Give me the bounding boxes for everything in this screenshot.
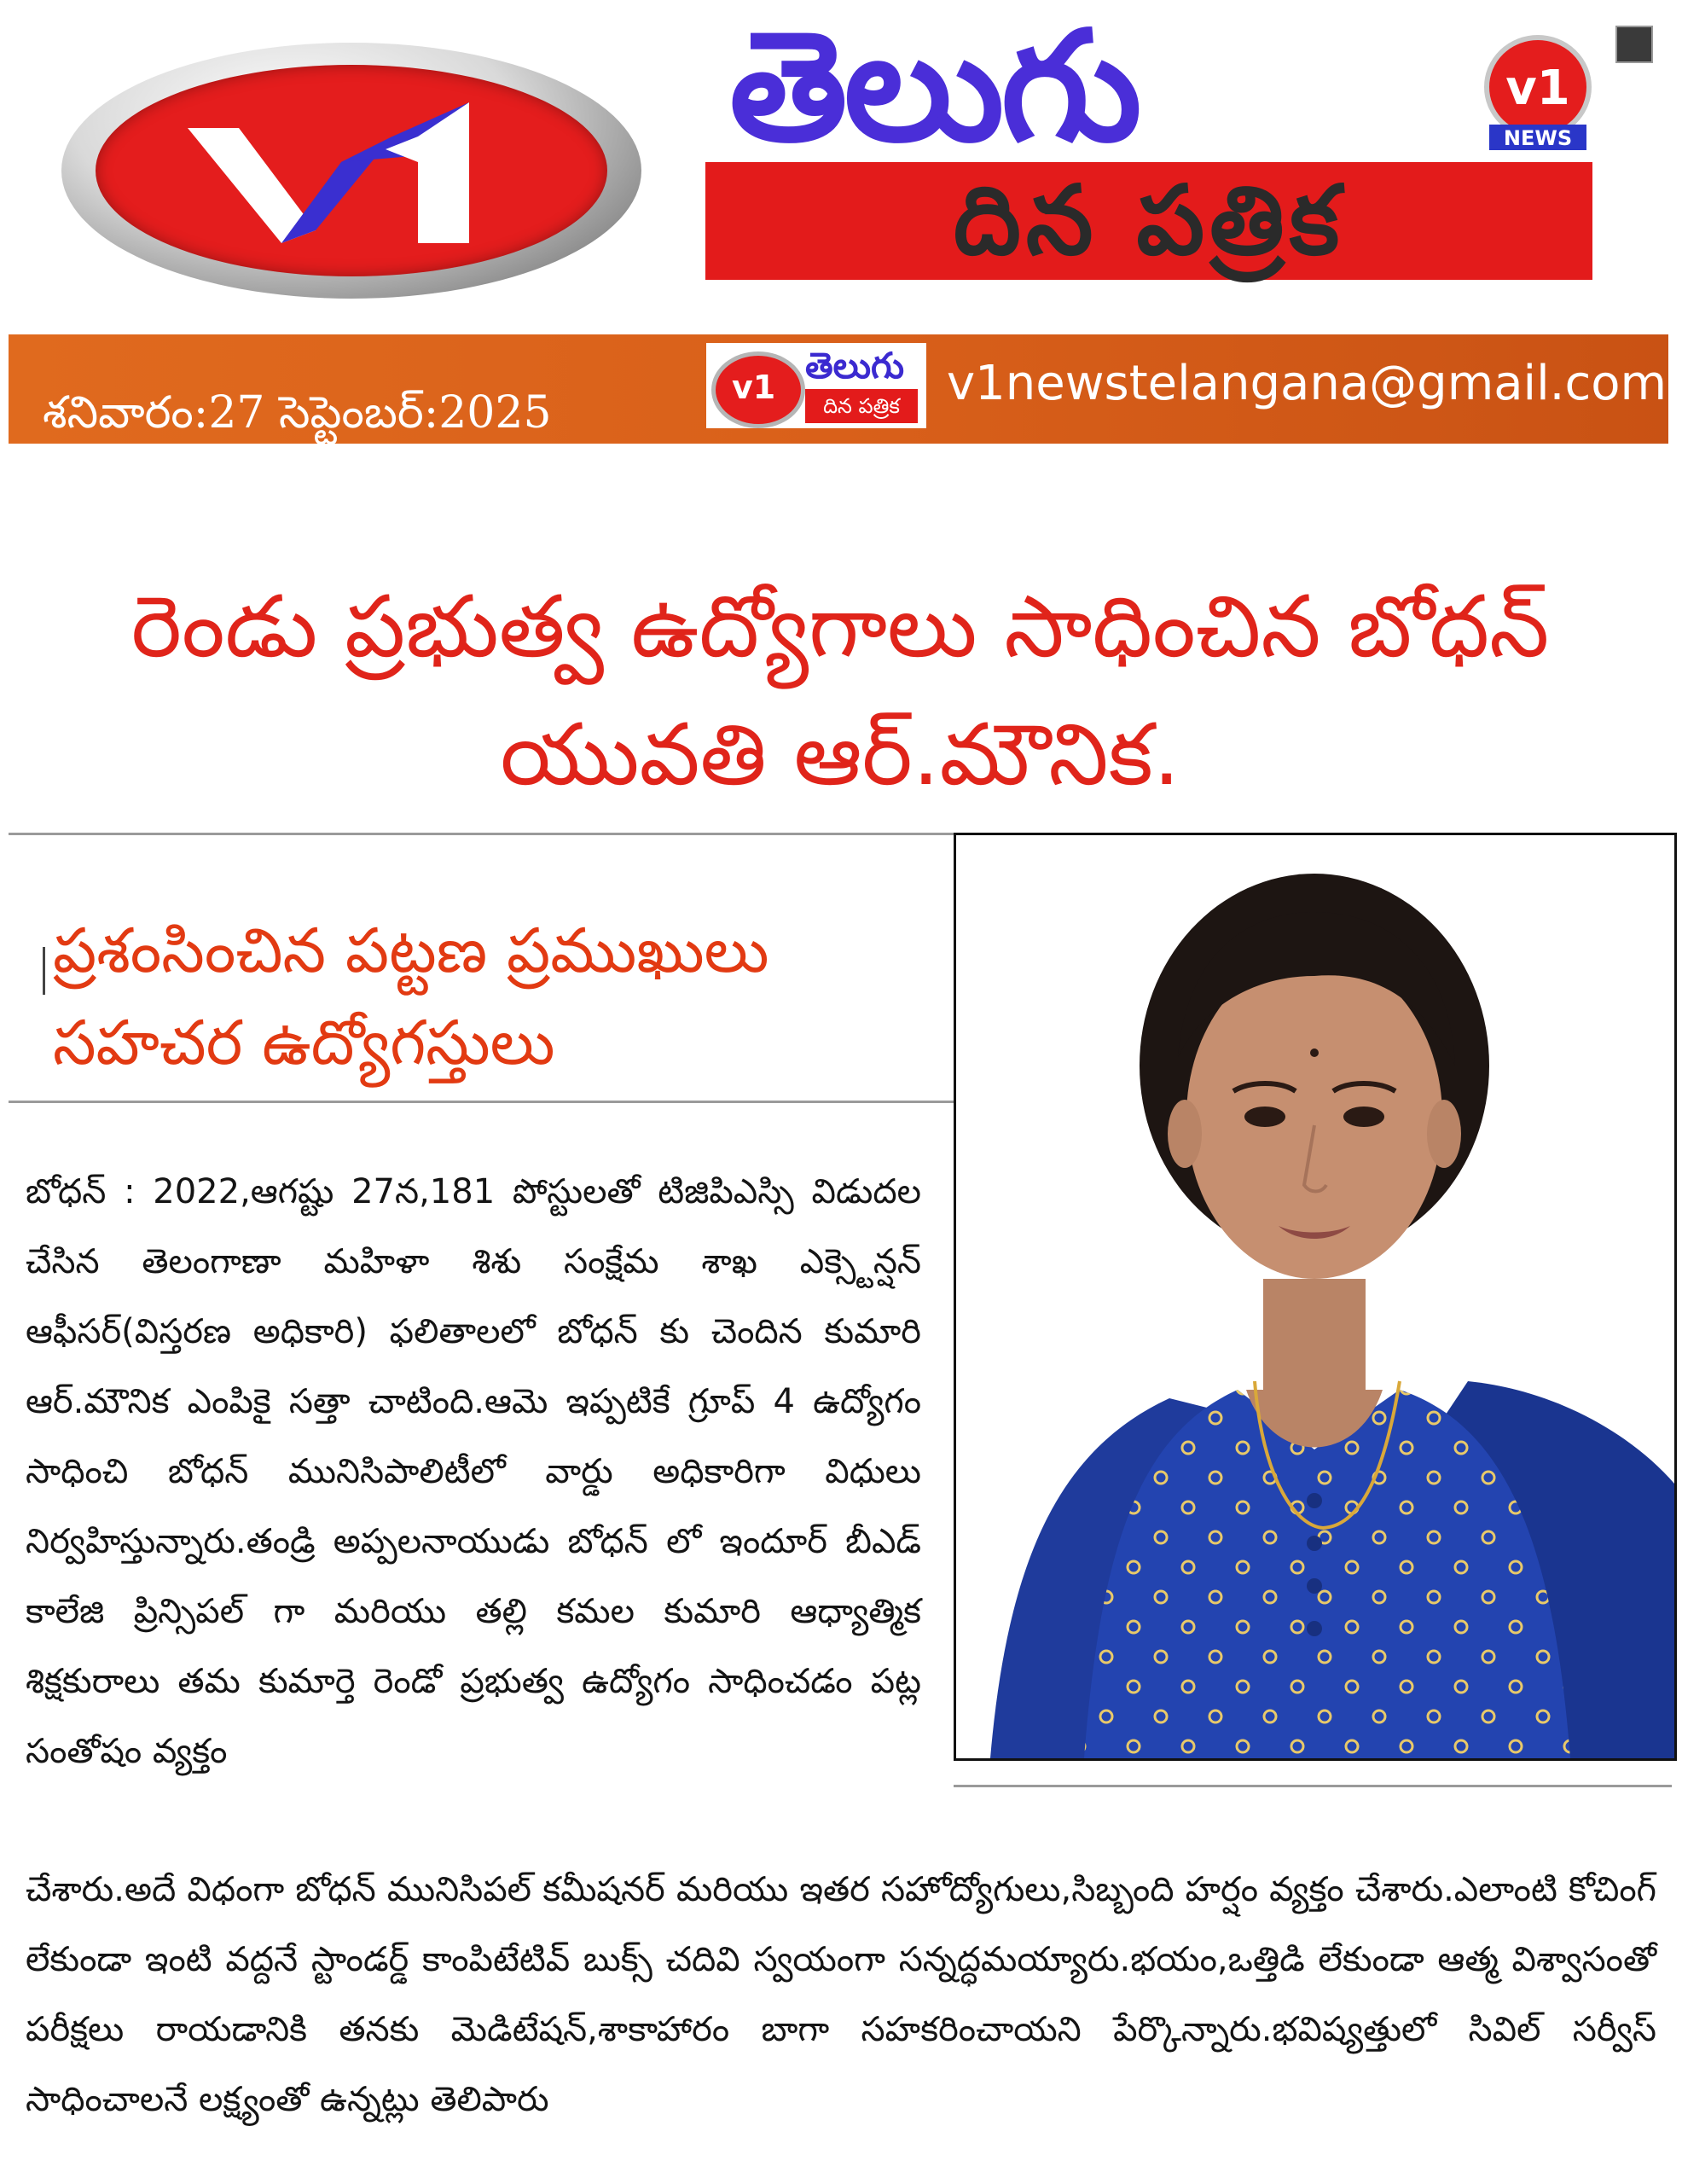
article-headline: రెండు ప్రభుత్వ ఉద్యోగాలు సాధించిన బోధన్ యువతి ఆర్.మౌనిక.: [130, 577, 1550, 804]
issue-date: శనివారం:27 సెప్టెంబర్:2025: [43, 387, 552, 439]
article-body-part1: బోధన్ : 2022,ఆగష్టు 27న,181 పోస్టులతో టిజిపిఎస్సి విడుదల చేసిన తెలంగాణా మహిళా శిశు సంక్షేమ శాఖ ఎక్స్టెన్షన్ ఆఫీసర్(విస్తరణ అధికారి) ఫలితాలలో బోధన్ కు చెందిన కుమారి ఆర్.మౌనిక ఎంపికై సత్తా చాటింది.ఆమె ఇప్పటికే గ్రూప్ 4 ఉద్యోగం సాధించి బోధన్ మునిసిపాలిటీలో వార్డు అధికారిగా విధులు నిర్వహిస్తున్నారు.తండ్రి అప్పలనాయుడు బోధన్ లో ఇందూర్ బీఎడ్ కాలేజి ప్రిన్సిపల్ గా మరియు తల్లి కమల కుమారి ఆధ్యాత్మిక శిక్షకురాలు తమ కుమార్తె రెండో ప్రభుత్వ ఉద్యోగం సాధించడం పట్ల సంతోషం వ్యక్తం: [26, 1172, 921, 1771]
portrait-illustration: [956, 835, 1674, 1758]
brand-banner: [705, 162, 1592, 280]
divider: [9, 833, 954, 835]
divider: [954, 1785, 1672, 1787]
brand-banner-text: దిన పత్రిక: [953, 166, 1345, 276]
v1-logo-mark-icon: [188, 102, 512, 247]
subhead-marker: [43, 947, 45, 995]
contact-email[interactable]: v1newstelangana@gmail.com: [947, 356, 1668, 411]
masthead: [0, 0, 1682, 324]
mini-logo-mark: v1: [732, 369, 776, 406]
article-subhead: ప్రశంసించిన పట్టణ ప్రముఖులు సహచర ఉద్యోగస్తులు: [53, 915, 769, 1078]
corner-logo-icon: [1615, 26, 1653, 63]
brand-title: తెలుగు: [729, 19, 1139, 155]
v1-news-badge-label: NEWS: [1503, 126, 1573, 150]
mini-logo-sub: దిన పత్రిక: [805, 389, 918, 423]
mini-logo-title: తెలుగు: [805, 345, 905, 386]
v1-news-badge-icon: [1482, 34, 1593, 162]
mini-logo: [706, 343, 926, 428]
date-bar: [9, 334, 1668, 444]
article-body-part2: చేశారు.అదే విధంగా బోధన్ మునిసిపల్ కమీషనర్ మరియు ఇతర సహోద్యోగులు,సిబ్బంది హర్షం వ్యక్తం చేశారు.ఎలాంటి కోచింగ్ లేకుండా ఇంటి వద్దనే స్టాండర్డ్ కాంపిటేటివ్ బుక్స్ చదివి స్వయంగా సన్నద్ధమయ్యారు.భయం,ఒత్తిడి లేకుండా ఆత్మ విశ్వాసంతో పరీక్షలు రాయడానికి తనకు మెడిటేషన్,శాకాహారం బాగా సహకరించాయని పేర్కొన్నారు.భవిష్యత్తులో సివిల్ సర్వీస్ సాధించాలనే లక్ష్యంతో ఉన్నట్లు తెలిపారు: [26, 1870, 1656, 2119]
divider: [9, 1101, 954, 1103]
portrait-photo: [954, 833, 1677, 1761]
svg-text:v1: v1: [1505, 61, 1570, 116]
